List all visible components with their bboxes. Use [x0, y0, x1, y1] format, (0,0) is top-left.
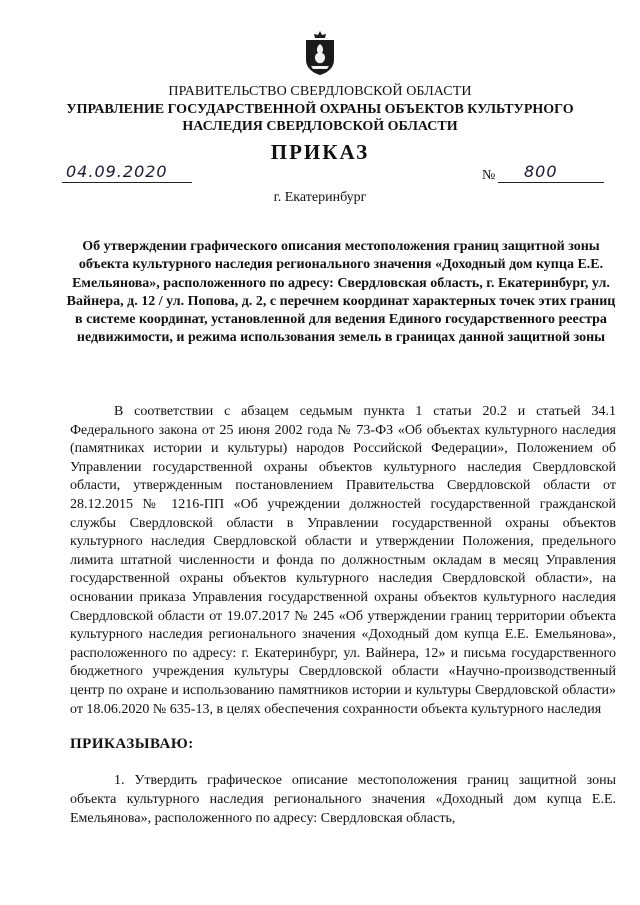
order-item-1: [70, 771, 616, 828]
order-item-1-text: 1. Утвердить графическое описание местоположения границ защитной зоны объекта культурного наследия регионального значения «Доходный дом купца Е.Е. Емельянова», расположенного по адресу: Свердловская область,: [70, 773, 616, 826]
document-title: Об утверждении графического описания местоположения границ защитной зоны объекта культурного наследия регионального значения «Доходный дом купца Е.Е. Емельянова», расположенного по адресу: Свердловская область, г. Екатеринбург, ул. Вайнера, д. 12 / ул. Попова, д. 2, с перечнем координат характерных точек этих границ в системе координат, установленной для ведения Единого государственного реестра недвижимости, и режима использования земель в границах данной защитной зоны: [66, 239, 616, 346]
document-type: ПРИКАЗ: [270, 140, 370, 164]
city-name: г. Екатеринбург: [273, 190, 367, 205]
handwritten-number: 800: [524, 162, 558, 181]
handwritten-date: 04.09.2020: [66, 162, 168, 181]
department-name: УПРАВЛЕНИЕ ГОСУДАРСТВЕННОЙ ОХРАНЫ ОБЪЕКТОВ КУЛЬТУРНОГО НАСЛЕДИЯ СВЕРДЛОВСКОЙ ОБЛАСТИ: [66, 102, 574, 134]
date-field: [62, 164, 192, 183]
preamble-section: [70, 403, 616, 719]
number-field: [498, 164, 604, 183]
government-name: ПРАВИТЕЛЬСТВО СВЕРДЛОВСКОЙ ОБЛАСТИ: [168, 84, 472, 99]
coat-of-arms-emblem-icon: [302, 30, 338, 76]
order-heading: ПРИКАЗЫВАЮ:: [70, 736, 194, 752]
preamble-paragraph: В соответствии с абзацем седьмым пункта 1 статьи 20.2 и статьей 34.1 Федерального закона от 25 июня 2002 года № 73-ФЗ «Об объектах культурного наследия (памятниках истории и культуры) народов Российской Федерации», Положением об Управлении государственной охраны объектов культурного наследия Свердловской области, утвержденным постановлением Правительства Свердловской области от 28.12.2015 № 1216-ПП «Об учреждении должностей государственной гражданской службы Свердловской области в Управлении государственной охраны объектов культурного наследия Свердловской области и утверждении Положения, предельного лимита штатной численности и фонда по должностным окладам в месяц Управления государственной охраны объектов культурного наследия Свердловской области», на основании приказа Управления государственной охраны объектов культурного наследия Свердловской области от 19.07.2017 № 245 «Об утверждении границ территории объекта культурного наследия регионального значения «Доходный дом купца Е.Е. Емельянова», расположенного по адресу: г. Екатеринбург, ул. Вайнера, 12» и письма государственного бюджетного учреждения культуры Свердловской области «Научно-производственный центр по охране и использованию памятников истории и культуры Свердловской области» от 18.06.2020 № 635-13, в целях обеспечения сохранности объекта культурного наследия: [70, 404, 616, 717]
number-label: №: [482, 168, 496, 183]
